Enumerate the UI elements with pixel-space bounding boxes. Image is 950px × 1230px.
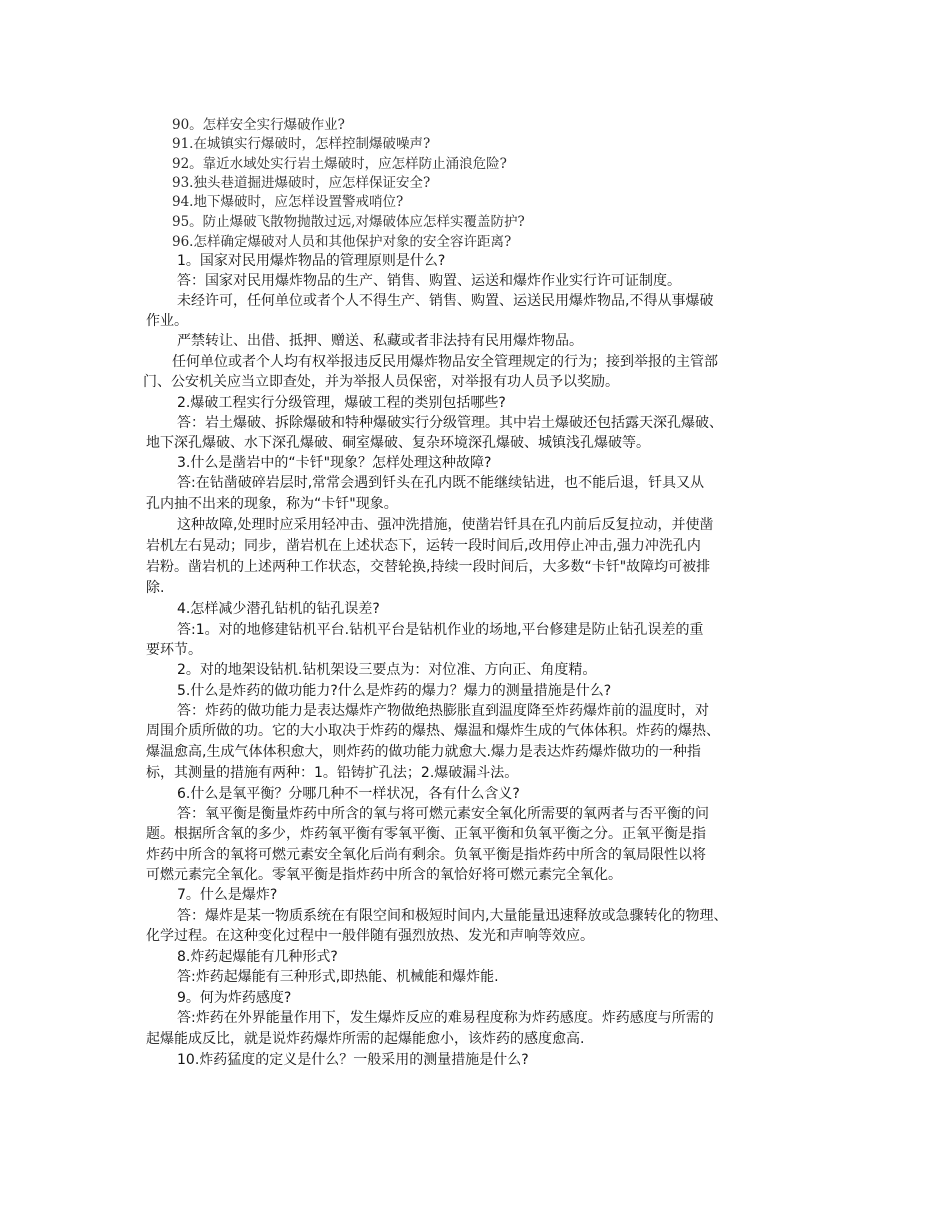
paragraph-line: 可燃元素完全氧化。零氧平衡是指炸药中所含的氧恰好将可燃元素完全氧化。 [146, 867, 622, 883]
paragraph-line: 起爆能成反比，就是说炸药爆炸所需的起爆能愈小，该炸药的感度愈高. [146, 1031, 585, 1047]
heading-q5: 5.什么是炸药的做功能力?什么是炸药的爆力？爆力的测量措施是什么? [177, 683, 612, 699]
heading-q10: 10.炸药猛度的定义是什么？一般采用的测量措施是什么? [177, 1052, 529, 1068]
heading-q9: 9。何为炸药感度? [177, 990, 292, 1006]
paragraph-line: 题。根据所含氧的多少，炸药氧平衡有零氧平衡、正氧平衡和负氧平衡之分。正氧平衡是指 [146, 826, 706, 842]
paragraph-line: 答:1。对的地修建钻机平台.钻机平台是钻机作业的场地,平台修建是防止钻孔误差的重 [177, 622, 704, 638]
paragraph-line: 孔内抽不出来的现象，称为“卡钎"现象。 [146, 496, 398, 512]
paragraph-line: 要环节。 [146, 642, 202, 658]
paragraph-line: 答：炸药的做功能力是表达爆炸产物做绝热膨胀直到温度降至炸药爆炸前的温度时，对 [177, 703, 709, 719]
question-95: 95。防止爆破飞散物抛散过远,对爆破体应怎样实覆盖防护? [172, 214, 525, 230]
heading-q3: 3.什么是凿岩中的“卡钎"现象？怎样处理这种故障? [177, 455, 492, 471]
question-92: 92。靠近水域处实行岩土爆破时，应怎样防止涌浪危险? [172, 156, 507, 172]
paragraph-line: 岩机左右晃动；同步，凿岩机在上述状态下，运转一段时间后,改用停止冲击,强力冲洗孔内 [146, 538, 701, 554]
question-90: 90。怎样安全实行爆破作业? [172, 117, 345, 133]
paragraph-line: 严禁转让、出借、抵押、赠送、私藏或者非法持有民用爆炸物品。 [177, 333, 583, 349]
heading-q6: 6.什么是氧平衡？分哪几种不一样状况，各有什么含义? [177, 786, 520, 802]
paragraph-line: 答：氧平衡是衡量炸药中所含的氧与将可燃元素安全氧化所需要的氧两者与否平衡的问 [177, 806, 709, 822]
question-96: 96.怎样确定爆破对人员和其他保护对象的安全容许距离? [172, 234, 512, 250]
paragraph-line: 化学过程。在这种变化过程中一般伴随有强烈放热、发光和声响等效应。 [146, 928, 594, 944]
paragraph-line: 作业。 [146, 313, 188, 329]
paragraph-line: 答：岩土爆破、拆除爆破和特种爆破实行分级管理。其中岩土爆破还包括露天深孔爆破、 [177, 415, 723, 431]
paragraph-line: 答:炸药在外界能量作用下，发生爆炸反应的难易程度称为炸药感度。炸药感度与所需的 [177, 1010, 714, 1026]
paragraph-line: 答：国家对民用爆炸物品的生产、销售、购置、运送和爆炸作业实行许可证制度。 [177, 273, 681, 289]
paragraph-line: 任何单位或者个人均有权举报违反民用爆炸物品安全管理规定的行为；接到举报的主管部 [172, 354, 718, 370]
paragraph-line: 门、公安机关应当立即查处，并为举报人员保密，对举报有功人员予以奖励。 [143, 374, 619, 390]
question-94: 94.地下爆破时，应怎样设置警戒哨位? [172, 194, 404, 210]
heading-q1: 1。国家对民用爆炸物品的管理原则是什么? [177, 253, 446, 269]
paragraph-line: 爆温愈高,生成气体体积愈大，则炸药的做功能力就愈大.爆力是表达炸药爆炸做功的一种指 [146, 744, 701, 760]
paragraph-line: 答：爆炸是某一物质系统在有限空间和极短时间内,大量能量迅速释放或急骤转化的物理、 [177, 908, 728, 924]
paragraph-line: 2。对的地架设钻机.钻机架设三要点为：对位准、方向正、角度精。 [177, 662, 597, 678]
paragraph-line: 未经许可，任何单位或者个人不得生产、销售、购置、运送民用爆炸物品,不得从事爆破 [177, 293, 714, 309]
question-91: 91.在城镇实行爆破时，怎样控制爆破噪声? [172, 136, 431, 152]
paragraph-line: 地下深孔爆破、水下深孔爆破、硐室爆破、复杂环境深孔爆破、城镇浅孔爆破等。 [146, 435, 650, 451]
paragraph-line: 答:炸药起爆能有三种形式,即热能、机械能和爆炸能. [177, 969, 499, 985]
paragraph-line: 岩粉。凿岩机的上述两种工作状态，交替轮换,持续一段时间后，大多数“卡钎"故障均可被排 [146, 559, 711, 575]
heading-q8: 8.炸药起爆能有几种形式? [177, 949, 338, 965]
heading-q4: 4.怎样减少潜孔钻机的钻孔误差? [177, 601, 380, 617]
heading-q7: 7。什么是爆炸? [177, 887, 278, 903]
paragraph-line: 答:在钻凿破碎岩层时,常常会遇到钎头在孔内既不能继续钻进，也不能后退，钎具又从 [177, 475, 705, 491]
paragraph-line: 除. [146, 580, 165, 596]
paragraph-line: 周围介质所做的功。它的大小取决于炸药的爆热、爆温和爆炸生成的气体体积。炸药的爆热、 [146, 723, 720, 739]
paragraph-line: 炸药中所含的氧将可燃元素安全氧化后尚有剩余。负氧平衡是指炸药中所含的氧局限性以将 [146, 847, 706, 863]
heading-q2: 2.爆破工程实行分级管理，爆破工程的类别包括哪些? [177, 395, 506, 411]
paragraph-line: 这种故障,处理时应采用轻冲击、强冲洗措施，使凿岩钎具在孔内前后反复拉动，并使凿 [177, 517, 714, 533]
question-93: 93.独头巷道掘进爆破时，应怎样保证安全? [172, 175, 431, 191]
paragraph-line: 标，其测量的措施有两种：1。铅铸扩孔法；2.爆破漏斗法。 [146, 765, 519, 781]
